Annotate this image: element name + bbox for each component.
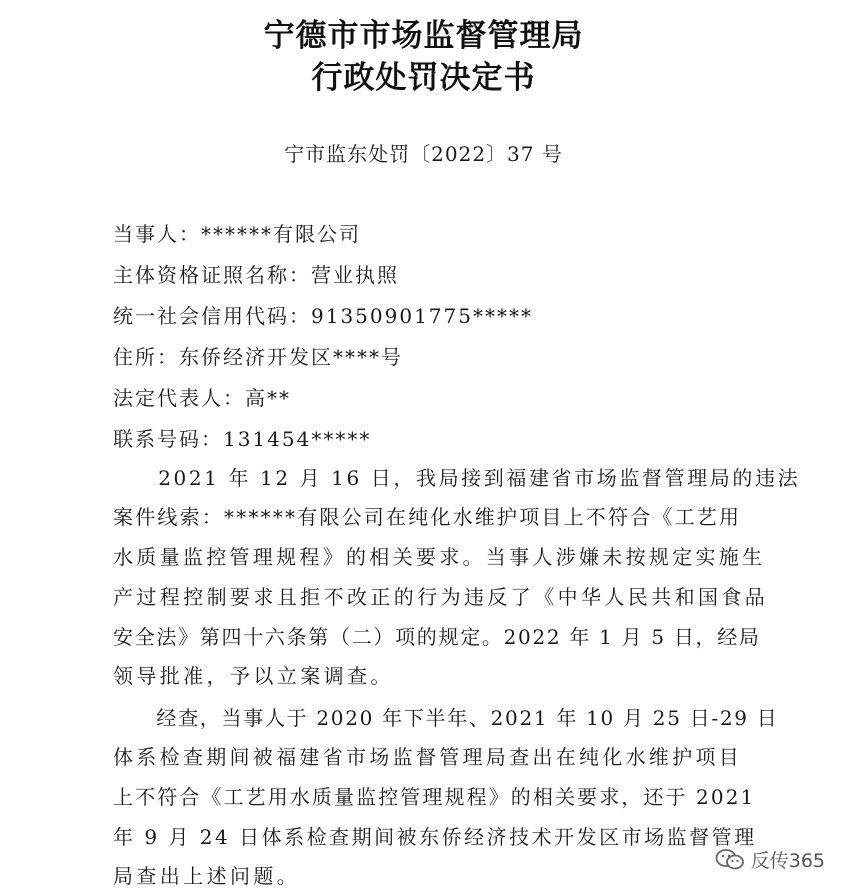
paragraph-line: 产过程控制要求且拒不改正的行为违反了《中华人民共和国食品 bbox=[113, 585, 769, 609]
paragraph-line: 2021 年 12 月 16 日，我局接到福建省市场监督管理局的违法 bbox=[113, 466, 801, 490]
paragraph-line: 领导批准，予以立案调查。 bbox=[113, 664, 394, 688]
paragraph-line: 经查，当事人于 2020 年下半年、2021 年 10 月 25 日-29 日 bbox=[113, 706, 779, 730]
watermark-text: 反传365 bbox=[750, 850, 825, 872]
document-title-line1: 宁德市市场监督管理局 bbox=[263, 18, 584, 54]
paragraph-line: 案件线索：******有限公司在纯化水维护项目上不符合《工艺用 bbox=[113, 505, 742, 529]
document-title-line2: 行政处罚决定书 bbox=[311, 60, 536, 96]
contact-phone: 联系号码：131454***** bbox=[113, 427, 372, 451]
license-type: 主体资格证照名称：营业执照 bbox=[113, 263, 399, 287]
legal-representative: 法定代表人：高** bbox=[113, 386, 291, 410]
paragraph-line: 安全法》第四十六条第（二）项的规定。2022 年 1 月 5 日，经局 bbox=[113, 625, 761, 649]
paragraph-line: 体系检查期间被福建省市场监督管理局查出在纯化水维护项目 bbox=[113, 745, 743, 769]
paragraph-line: 年 9 月 24 日体系检查期间被东侨经济技术开发区市场监督管理 bbox=[113, 825, 757, 849]
paragraph-line: 水质量监控管理规程》的相关要求。当事人涉嫌未按规定实施生 bbox=[113, 545, 766, 569]
document-number: 宁市监东处罚〔2022〕37 号 bbox=[284, 142, 563, 166]
party-name: 当事人：******有限公司 bbox=[113, 222, 361, 246]
wechat-logo-icon bbox=[715, 848, 745, 872]
address: 住所：东侨经济开发区****号 bbox=[113, 345, 403, 369]
paragraph-line: 局查出上述问题。 bbox=[113, 864, 301, 888]
credit-code: 统一社会信用代码：91350901775***** bbox=[113, 304, 533, 328]
paragraph-line: 上不符合《工艺用水质量监控管理规程》的相关要求，还于 2021 bbox=[113, 785, 756, 809]
watermark bbox=[715, 846, 825, 873]
